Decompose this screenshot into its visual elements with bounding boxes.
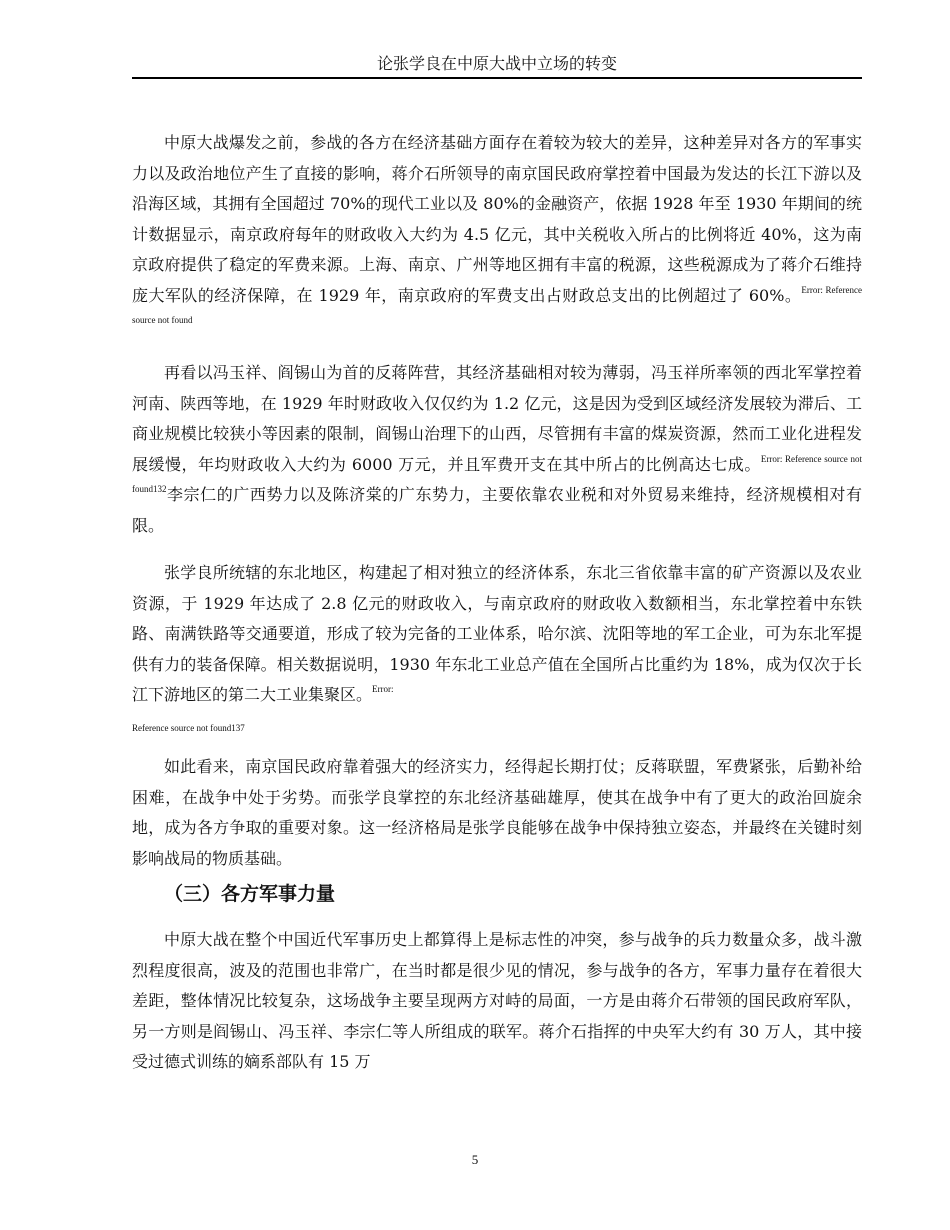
paragraph-military-forces bbox=[132, 925, 862, 1078]
paragraph-economy-nanjing bbox=[132, 128, 862, 342]
paragraph-text: 李宗仁的广西势力以及陈济棠的广东势力，主要依靠农业税和对外贸易来维持，经济规模相对有限。 bbox=[132, 485, 862, 535]
paragraph-economy-northeast bbox=[132, 558, 862, 711]
paragraph-text: 中原大战在整个中国近代军事历史上都算得上是标志性的冲突，参与战争的兵力数量众多，战斗激烈程度很高，波及的范围也非常广，在当时都是很少见的情况，参与战争的各方，军事力量存在着很大差距，整体情况比较复杂，这场战争主要呈现两方对峙的局面，一方是由蒋介石带领的国民政府军队，另一方则是阎锡山、冯玉祥、李宗仁等人所组成的联军。蒋介石指挥的中央军大约有 30 万人，其中接受过德式训练的嫡系部队有 15 万 bbox=[132, 930, 862, 1071]
reference-error-note-continued: Reference source not found137 bbox=[132, 723, 245, 733]
paragraph-text: 如此看来，南京国民政府靠着强大的经济实力，经得起长期打仗；反蒋联盟，军费紧张，后勤补给困难，在战争中处于劣势。而张学良掌控的东北经济基础雄厚，使其在战争中有了更大的政治回旋余地，成为各方争取的重要对象。这一经济格局是张学良能够在战争中保持独立姿态，并最终在关键时刻影响战局的物质基础。 bbox=[132, 757, 862, 868]
section-heading: （三）各方军事力量 bbox=[164, 883, 336, 905]
reference-error-note: Error: bbox=[372, 683, 394, 694]
paragraph-text: 张学良所统辖的东北地区，构建起了相对独立的经济体系，东北三省依靠丰富的矿产资源以及农业资源，于 1929 年达成了 2.8 亿元的财政收入，与南京政府的财政收入数额相当，东北掌控着中东铁路、南满铁路等交通要道，形成了较为完备的工业体系，哈尔滨、沈阳等地的军工企业，可为东北军提供有力的装备保障。相关数据说明，1930 年东北工业总产值在全国所占比重约为 18%，成为仅次于长江下游地区的第二大工业集聚区。 bbox=[132, 563, 862, 704]
reference-error-note: Error: Reference source not found132 bbox=[132, 453, 862, 494]
header-rule bbox=[132, 77, 862, 79]
reference-error-note: Error: Reference source not found bbox=[132, 284, 862, 325]
page-number: 5 bbox=[471, 1152, 479, 1167]
paragraph-text: 再看以冯玉祥、阎锡山为首的反蒋阵营，其经济基础相对较为薄弱，冯玉祥所率领的西北军掌控着河南、陕西等地，在 1929 年时财政收入仅仅约为 1.2 亿元，这是因为受到区域经济发展较为滞后、工商业规模比较狭小等因素的限制，阎锡山治理下的山西，尽管拥有丰富的煤炭资源，然而工业化进程发展缓慢，年均财政收入大约为 6000 万元，并且军费开支在其中所占的比例高达七成。 bbox=[132, 363, 862, 474]
paragraph-economic-summary bbox=[132, 752, 862, 874]
running-header: 论张学良在中原大战中立场的转变 bbox=[376, 54, 617, 73]
paragraph-text: 中原大战爆发之前，参战的各方在经济基础方面存在着较为较大的差异，这种差异对各方的军事实力以及政治地位产生了直接的影响，蒋介石所领导的南京国民政府掌控着中国最为发达的长江下游以及沿海区域，其拥有全国超过 70%的现代工业以及 80%的金融资产，依据 1928 年至 1930 年期间的统计数据显示，南京政府每年的财政收入大约为 4.5 亿元，其中关税收入所占的比例将近 40%，这为南京政府提供了稳定的军费来源。上海、南京、广州等地区拥有丰富的税源，这些税源成为了蒋介石维持庞大军队的经济保障，在 1929 年，南京政府的军费支出占财政总支出的比例超过了 60%。 bbox=[132, 133, 862, 305]
paragraph-economy-anti-chiang bbox=[132, 358, 862, 541]
